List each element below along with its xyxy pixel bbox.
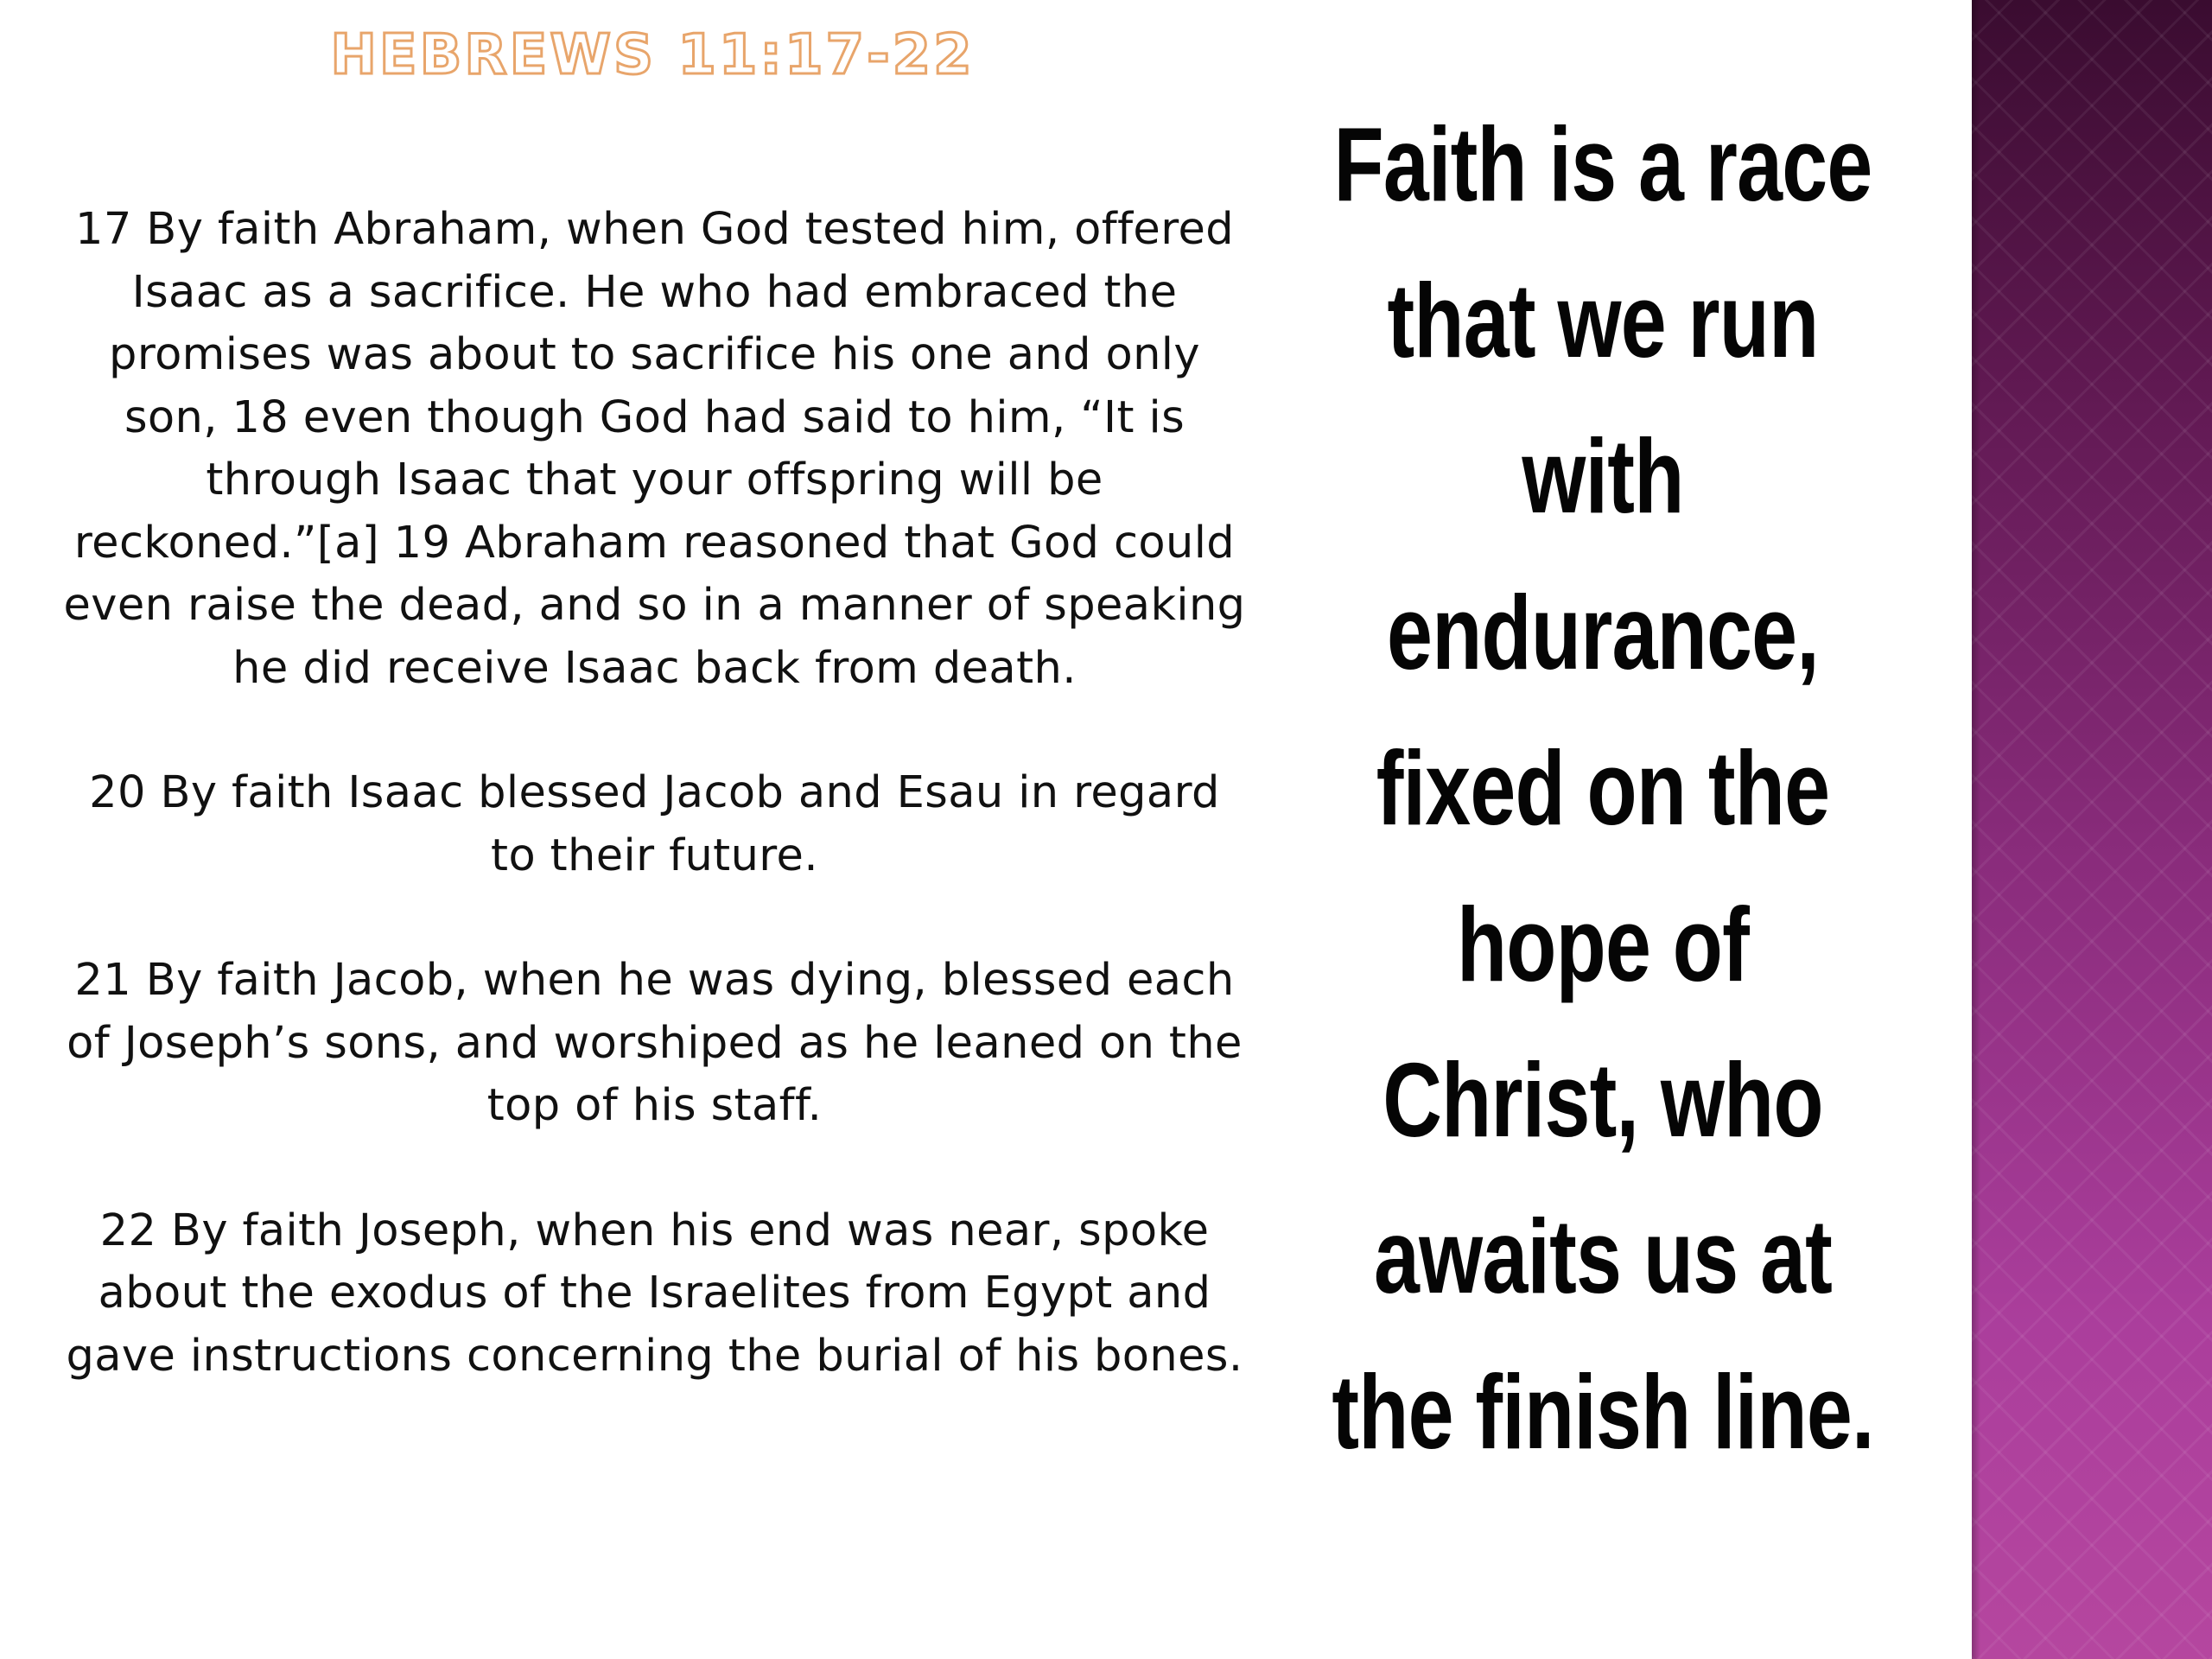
scripture-passage [60,199,1249,1388]
verse-paragraph-21: 21 By faith Jacob, when he was dying, blessed each of Joseph’s sons, and worshiped as he leaned on the top of his staff. [67,955,1243,1131]
verse-paragraph-20: 20 By faith Isaac blessed Jacob and Esau in regard to their future. [89,767,1220,881]
faith-quote: Faith is a race that we run with endurance, fixed on the hope of Christ, who awaits us at the finish line. [1332,105,1874,1471]
slide-title: HEBREWS 11:17-22 [330,23,975,87]
band-edge-shadow [1972,0,1980,1659]
diamond-pattern [1972,0,2212,1659]
decorative-side-band [1972,0,2212,1659]
verse-paragraph-17-19: 17 By faith Abraham, when God tested him, offered Isaac as a sacrifice. He who had embraced the promises was about to sacrifice his one and only son, 18 even though God had said to him, “It is through Isaac that your offspring will be reckoned.”[a] 19 Abraham reasoned that God could even raise the dead, and so in a manner of speaking he did receive Isaac back from death. [63,204,1246,694]
verse-paragraph-22: 22 By faith Joseph, when his end was near, spoke about the exodus of the Israelites from Egypt and gave instructions concerning the burial of his bones. [66,1205,1243,1382]
